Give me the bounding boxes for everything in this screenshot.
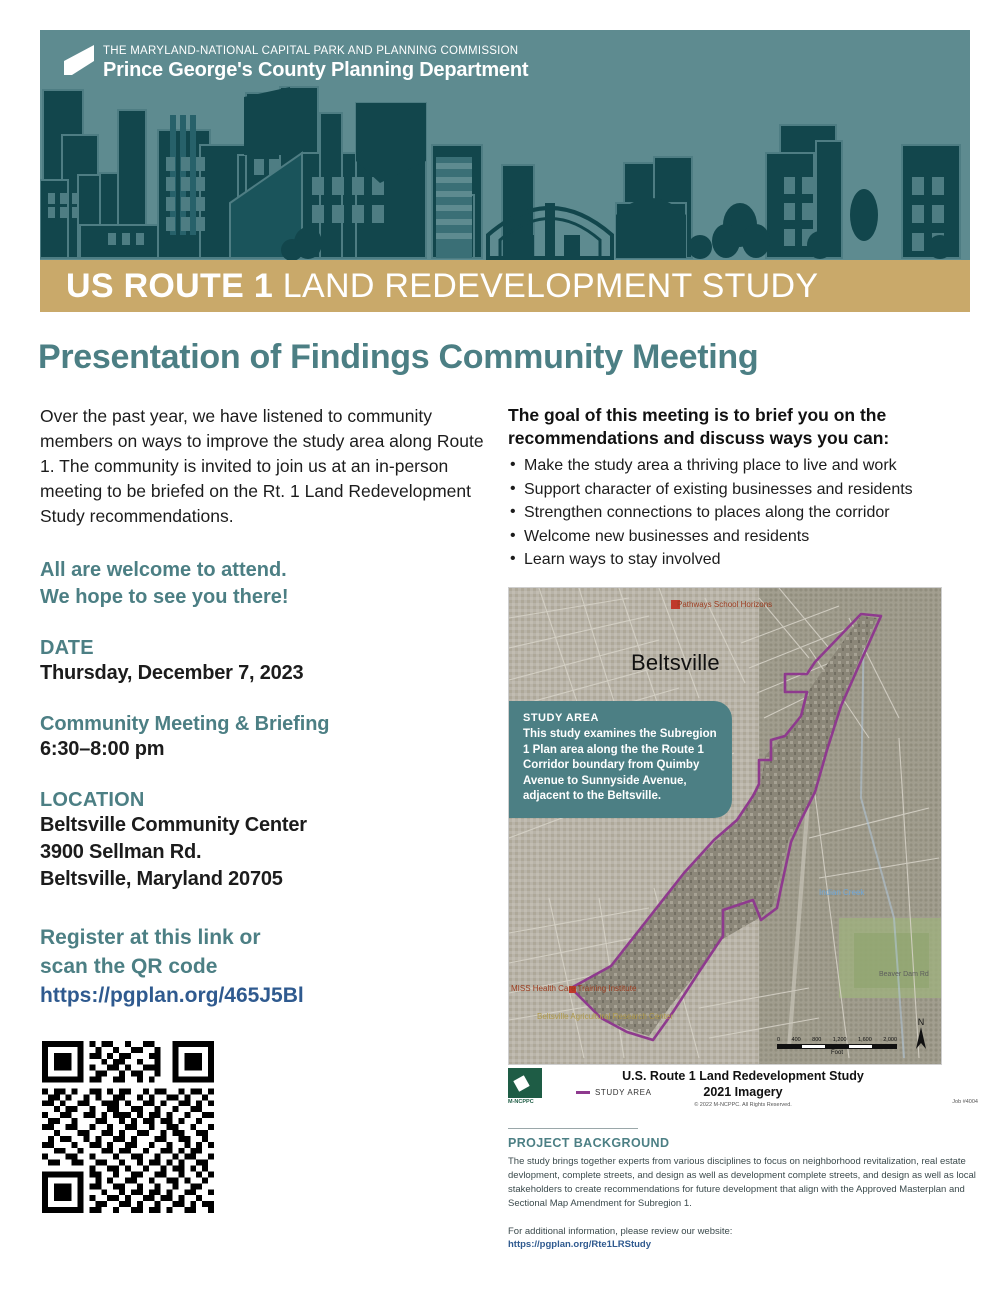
page-title: Presentation of Findings Community Meeting [38,338,759,376]
intro-paragraph: Over the past year, we have listened to community members on ways to improve the study area along Route 1. The community is invited to join us at an in-person meeting to be briefed on the Rt. 1 Land Redevelopment Study recommendations. [40,406,484,526]
list-item: • Support character of existing businesses and residents [508,478,978,502]
callout-body: This study examines the Subregion 1 Plan area along the the Route 1 Corridor boundary from Quimby Avenue to Sunnyside Avenue, adjacent to the Beltsville. [523,728,717,802]
callout-title: STUDY AREA [523,712,599,724]
goal-heading [508,404,978,450]
project-background-body: The study brings together experts from various disciplines to focus on neighborhood revitalization, real estate devlopment, complete streets, and design as well as development complete streets, and design as well as local stakeholders to create recommendations for future development that align with the Approved Masterplan and Sectional Map Amendment for Subregion 1. [508,1156,976,1209]
date-section [40,637,490,687]
meeting-section [40,713,490,763]
agency-line: THE MARYLAND-NATIONAL CAPITAL PARK AND PLANNING COMMISSION [103,45,519,57]
project-background-more: For additional information, please review our website: [508,1226,733,1237]
map-copyright: © 2022 M-NCPPC. All Rights Reserved. [694,1102,792,1108]
poi-miss-institute: MISS Health Care Training Institute [511,984,637,993]
map-scale-bar [777,1037,897,1056]
mncppc-logo-icon [64,45,94,75]
welcome-line-1: All are welcome to attend. [40,559,287,581]
agency-logo-block [64,42,528,82]
scale-tick: 0 [777,1037,781,1043]
welcome-line-2: We hope to see you there! [40,586,289,608]
list-item: • Strengthen connections to places along the corridor [508,501,978,525]
register-line-2: scan the QR code [40,955,218,978]
study-title-light: LAND REDEVELOPMENT STUDY [273,267,819,305]
map-caption-subtitle: 2021 Imagery [703,1085,783,1099]
scale-bar-graphic [777,1044,897,1049]
poi-pathways-school: Pathways School Horizons [677,600,773,609]
meeting-label: Community Meeting & Briefing [40,713,330,735]
register-line-1: Register at this link or [40,926,261,949]
goal-line-2: recommendations and discuss ways you can: [508,428,890,448]
project-background-link[interactable]: https://pgplan.org/Rte1LRStudy [508,1239,652,1250]
study-title-bar [40,260,970,312]
location-line-1: Beltsville Community Center [40,814,307,836]
list-item: • Make the study area a thriving place to live and work [508,454,978,478]
scale-tick: 1,200 [832,1037,847,1043]
project-background-title: PROJECT BACKGROUND [508,1136,670,1150]
study-area-callout [509,701,732,818]
project-background-section [508,1136,978,1250]
meeting-time: 6:30–8:00 pm [40,738,165,760]
poi-beaver-dam-rd: Beaver Dam Rd [879,971,929,978]
mncppc-caption: M-NCPPC [508,1099,534,1105]
skyline-graphic [40,85,970,260]
location-section [40,789,490,893]
study-title [40,269,818,303]
list-item: • Learn ways to stay involved [508,548,978,572]
date-label: DATE [40,637,94,659]
study-area-map[interactable] [508,587,942,1065]
scale-tick: 1,600 [858,1037,872,1043]
date-value: Thursday, December 7, 2023 [40,662,304,684]
location-label: LOCATION [40,789,145,811]
location-line-2: 3900 Sellman Rd. [40,841,202,863]
goal-line-1: The goal of this meeting is to brief you on the [508,405,887,425]
scale-unit-label: Foot [830,1050,843,1056]
map-caption [508,1068,978,1108]
register-section [40,923,490,1010]
right-column [508,404,978,572]
north-arrow [915,1017,927,1054]
list-item: • Welcome new businesses and residents [508,525,978,549]
header-banner [40,30,970,260]
legend-label-study-area: STUDY AREA [595,1088,652,1097]
map-footer [508,1068,978,1116]
location-line-3: Beltsville, Maryland 20705 [40,868,283,890]
north-label: N [917,1017,925,1027]
welcome-message [40,557,490,611]
section-divider [508,1128,638,1129]
north-arrow-icon [915,1027,927,1049]
scale-tick: 800 [812,1037,822,1043]
poi-indian-creek: Indian Creek [819,888,865,897]
scale-tick: 2,000 [883,1037,897,1043]
register-link[interactable]: https://pgplan.org/465J5Bl [40,984,304,1007]
map-job-number: Job #4004 [952,1099,978,1105]
study-title-bold: US ROUTE 1 [66,267,274,305]
department-name: Prince George's County Planning Department [103,59,529,81]
scale-tick-labels [777,1037,897,1043]
goal-bullet-list [508,454,978,572]
scale-tick: 400 [791,1037,801,1043]
map-caption-title: U.S. Route 1 Land Redevelopment Study [622,1069,864,1083]
qr-code[interactable] [42,1041,214,1213]
map-city-label: Beltsville [631,650,720,675]
left-column [40,404,490,1010]
poi-barc: Beltsville Agricultural Research Center [537,1012,674,1021]
